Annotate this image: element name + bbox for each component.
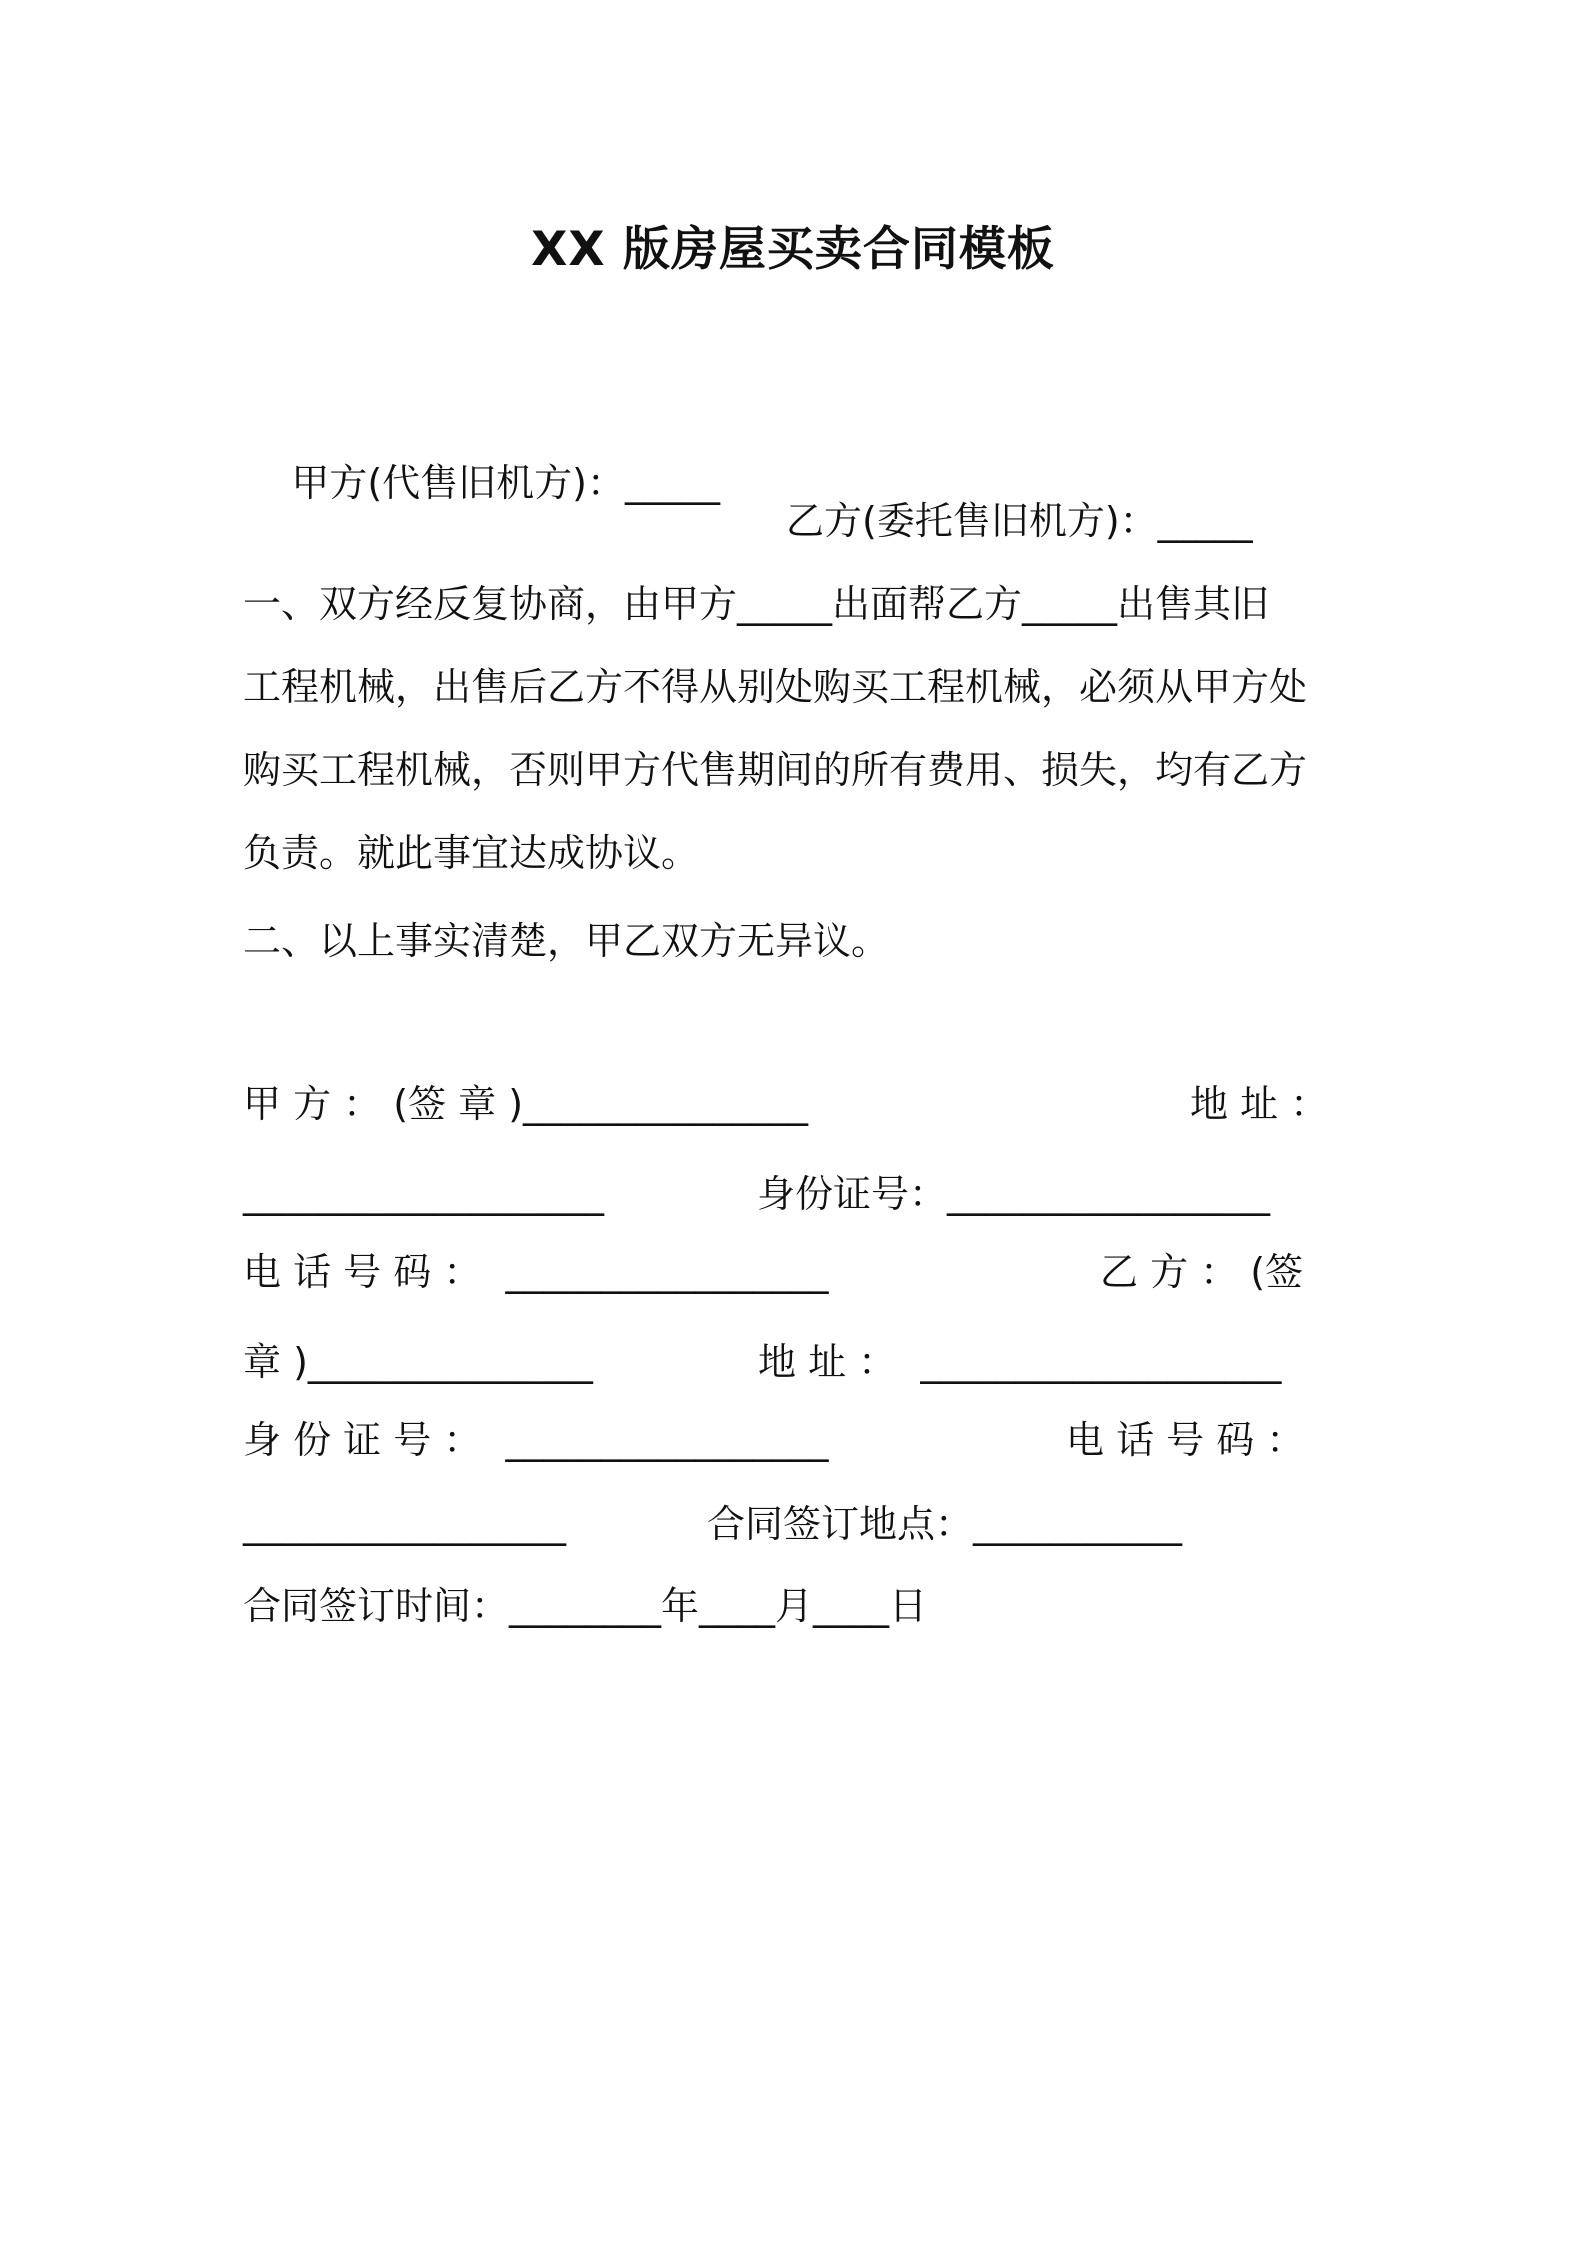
party-b-phone-blank: _________________	[243, 1502, 566, 1546]
party-b-phone-label: 电 话 号 码 ：	[1066, 1418, 1305, 1462]
signing-date-field: 合同签订时间：________年____月____日	[243, 1584, 928, 1628]
signature-row	[243, 1082, 1355, 1135]
parties-line	[243, 426, 1253, 578]
party-b-signature-label: 乙 方 ： (签	[1100, 1250, 1304, 1294]
clause-1-line: 购买工程机械，否则甲方代售期间的所有费用、损失，均有乙方	[243, 748, 1308, 792]
phone-field: 电 话 号 码 ： _________________	[243, 1250, 829, 1294]
clause-1-line: 一、双方经反复协商，由甲方_____出面帮乙方_____出售其旧	[243, 582, 1270, 626]
signature-row	[243, 1418, 1355, 1471]
document-title: XX 版房屋买卖合同模板	[531, 222, 1055, 277]
party-b-seal-field: 章 )_______________	[243, 1340, 593, 1384]
clause-1-line: 工程机械，出售后乙方不得从别处购买工程机械，必须从甲方处	[243, 665, 1308, 709]
id-number-field: 身份证号：_________________	[757, 1172, 1271, 1216]
address-blank: ___________________	[243, 1172, 604, 1216]
signing-place-field: 合同签订地点：___________	[707, 1502, 1183, 1546]
clause-2: 二、以上事实清楚，甲乙双方无异议。	[243, 919, 890, 963]
address-label: 地 址 ：	[1190, 1082, 1329, 1126]
party-a-field: 甲方(代售旧机方)：_____	[291, 461, 720, 505]
signature-row	[243, 1250, 1355, 1303]
clause-1-line: 负责。就此事宜达成协议。	[243, 831, 700, 875]
signature-row	[243, 1340, 1355, 1393]
clause-1	[243, 563, 1355, 895]
signature-row	[243, 1502, 1355, 1555]
party-b-id-field: 身 份 证 号 ： _________________	[243, 1418, 829, 1462]
signature-row	[243, 1172, 1355, 1225]
party-a-signature: 甲 方 ： (签 章 )_______________	[243, 1082, 809, 1126]
party-b-address-field: 地 址 ： ___________________	[758, 1340, 1282, 1384]
signature-row	[243, 1584, 1355, 1637]
party-b-field: 乙方(委托售旧机方)：_____	[786, 499, 1253, 543]
